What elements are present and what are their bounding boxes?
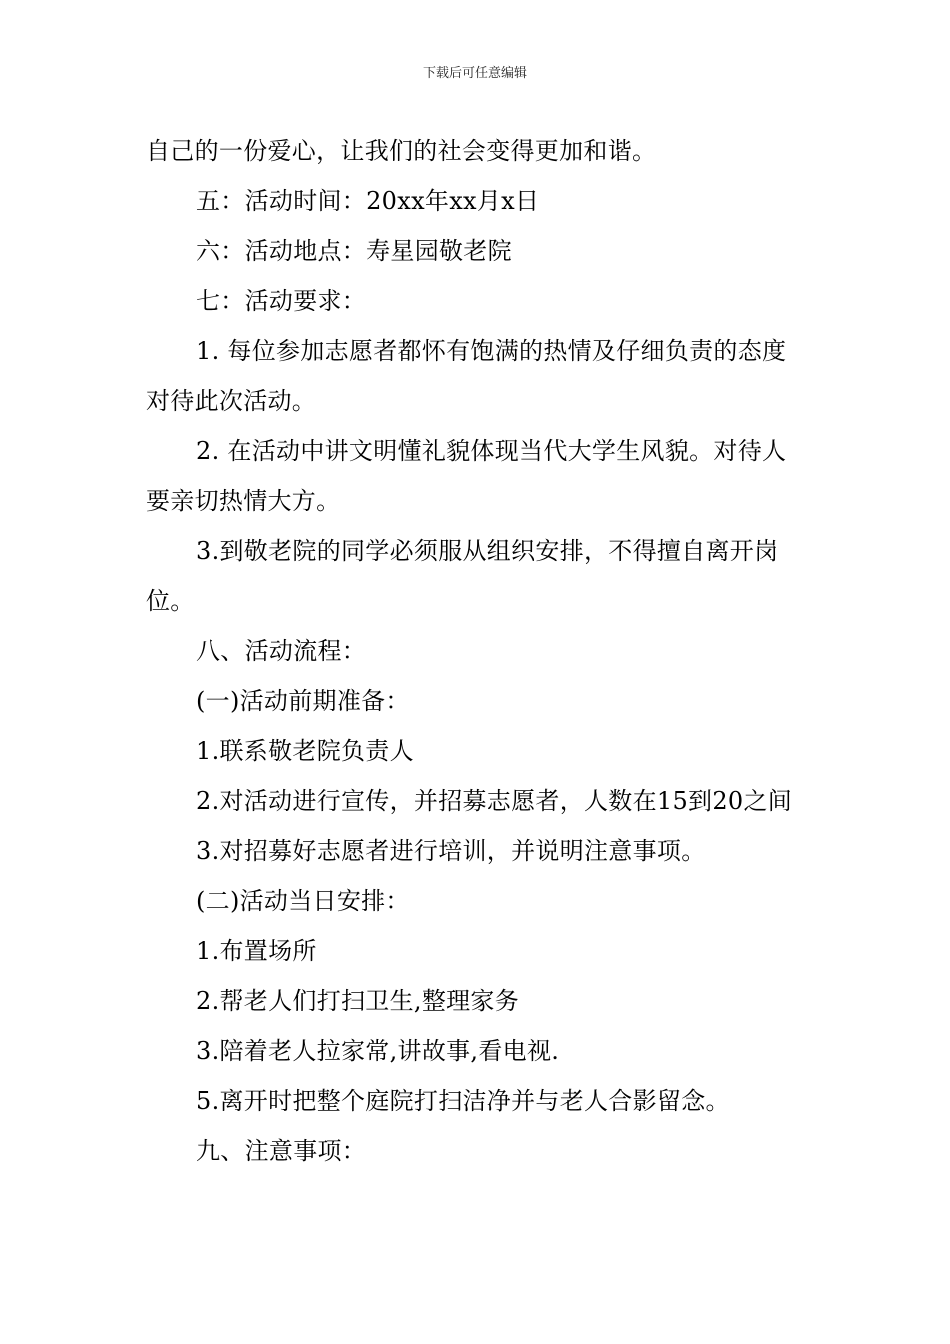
section-heading-notes: 九、注意事项： xyxy=(196,1137,367,1165)
page-header: 下载后可任意编辑 xyxy=(422,66,527,81)
section-heading-process: 八、活动流程： xyxy=(196,637,367,665)
paragraph-activity-time: 五：活动时间：20xx年xx月x日 xyxy=(196,187,540,215)
requirement-item-3: 3.到敬老院的同学必须服从组织安排，不得擅自离开岗位。 xyxy=(146,537,779,615)
schedule-item-3: 3.陪着老人拉家常,讲故事,看电视. xyxy=(196,1037,560,1065)
schedule-item-1: 1.布置场所 xyxy=(196,937,317,965)
section-heading-requirements: 七：活动要求： xyxy=(196,287,367,315)
paragraph-closing-line: 自己的一份爱心，让我们的社会变得更加和谐。 xyxy=(146,137,657,165)
requirement-item-1: 1. 每位参加志愿者都怀有饱满的热情及仔细负责的态度对待此次活动。 xyxy=(146,337,787,415)
preparation-item-3: 3.对招募好志愿者进行培训，并说明注意事项。 xyxy=(196,837,706,865)
requirement-item-2: 2. 在活动中讲文明懂礼貌体现当代大学生风貌。对待人要亲切热情大方。 xyxy=(146,437,787,515)
schedule-item-5: 5.离开时把整个庭院打扫洁净并与老人合影留念。 xyxy=(196,1087,730,1115)
subsection-heading-preparation: (一)活动前期准备： xyxy=(196,687,410,715)
paragraph-activity-location: 六：活动地点：寿星园敬老院 xyxy=(196,237,512,265)
preparation-item-2: 2.对活动进行宣传，并招募志愿者，人数在15到20之间 xyxy=(196,787,793,815)
schedule-item-2: 2.帮老人们打扫卫生,整理家务 xyxy=(196,987,520,1015)
preparation-item-1: 1.联系敬老院负责人 xyxy=(196,737,414,765)
document-body xyxy=(146,126,808,1176)
subsection-heading-day-schedule: (二)活动当日安排： xyxy=(196,887,410,915)
